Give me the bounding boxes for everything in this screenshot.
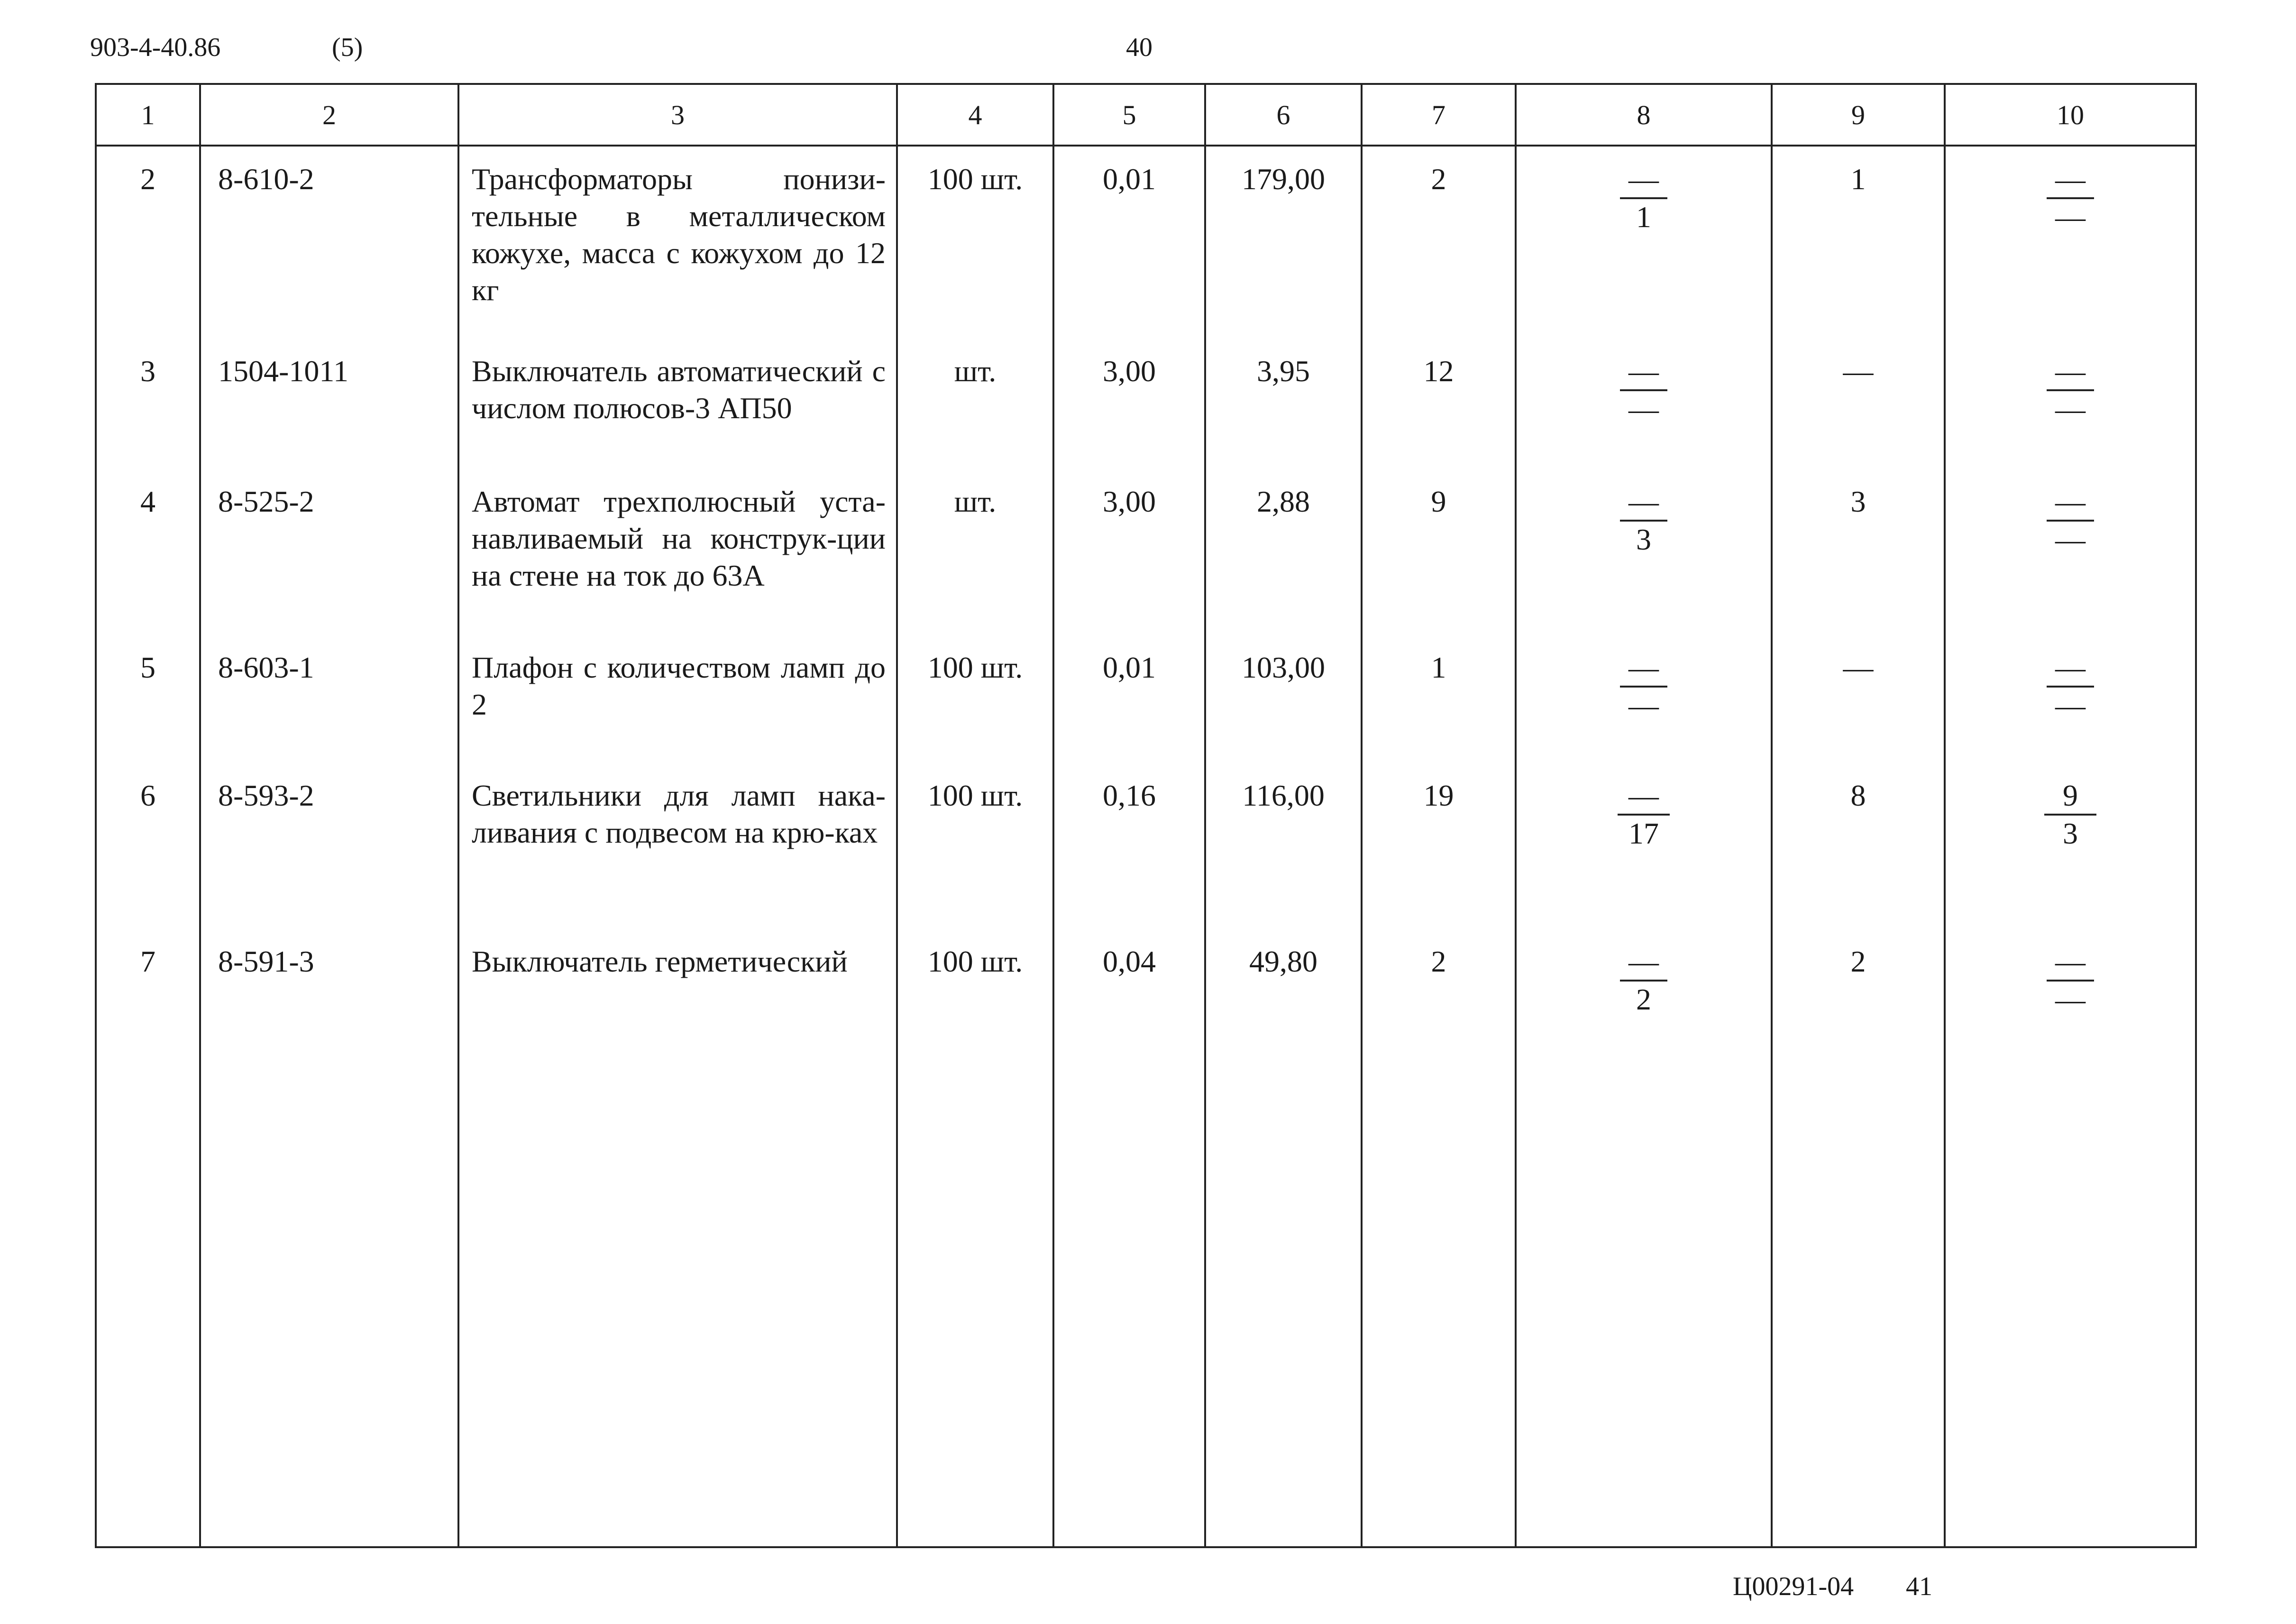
column-10-fraction (1945, 635, 2196, 763)
rate-code: 1504-1011 (200, 339, 458, 469)
table-row (96, 929, 2196, 1547)
quantity: 0,16 (1053, 763, 1205, 929)
quantity: 0,01 (1053, 146, 1205, 339)
column-10-fraction (1945, 339, 2196, 469)
column-7-value: 19 (1362, 763, 1516, 929)
column-9-value: 3 (1772, 469, 1945, 635)
column-number-row (96, 84, 2196, 146)
item-name: Плафон с количеством ламп до 2 (458, 635, 897, 763)
footer-code: Ц00291-04 (1733, 1572, 1854, 1601)
row-number: 2 (96, 146, 200, 339)
unit: шт. (897, 469, 1053, 635)
specification-table (95, 83, 2197, 1548)
row-number: 6 (96, 763, 200, 929)
table-row (96, 635, 2196, 763)
column-9-value: 1 (1772, 146, 1945, 339)
column-8-fraction (1516, 763, 1772, 929)
document-code: 903-4-40.86 (90, 33, 221, 62)
fraction-denominator: 1 (1636, 200, 1651, 234)
fraction-denominator: 17 (1628, 817, 1659, 850)
row-number: 7 (96, 929, 200, 1547)
unit: 100 шт. (897, 635, 1053, 763)
column-7-value: 1 (1362, 635, 1516, 763)
fraction-bar (1618, 814, 1670, 816)
item-name: Автомат трехполюсный уста-навливаемый на конструк-ции на стене на ток до 63А (458, 469, 897, 635)
unit-price: 116,00 (1205, 763, 1362, 929)
rate-code: 8-591-3 (200, 929, 458, 1547)
item-name: Светильники для ламп нака-ливания с подвесом на крю-ках (458, 763, 897, 929)
fraction-bar (2047, 980, 2094, 982)
fraction-denominator: 3 (2063, 817, 2078, 850)
fraction-denominator: 2 (1636, 982, 1651, 1016)
row-number: 4 (96, 469, 200, 635)
column-7-value: 9 (1362, 469, 1516, 635)
column-8-fraction (1516, 635, 1772, 763)
fraction-numerator: — (1628, 354, 1659, 388)
fraction-numerator: — (2055, 162, 2086, 196)
column-10-fraction (1945, 146, 2196, 339)
unit-price: 179,00 (1205, 146, 1362, 339)
fraction-bar (2047, 520, 2094, 522)
item-name: Трансформаторы понизи-тельные в металлическом кожухе, масса с кожухом до 12 кг (458, 146, 897, 339)
quantity: 0,01 (1053, 635, 1205, 763)
table-row (96, 146, 2196, 339)
column-header: 9 (1772, 84, 1945, 146)
fraction-numerator: — (1628, 485, 1659, 518)
column-8-fraction (1516, 339, 1772, 469)
fraction-bar (2047, 389, 2094, 391)
unit: 100 шт. (897, 146, 1053, 339)
fraction-numerator: — (2055, 945, 2086, 978)
fraction-denominator: — (2055, 982, 2086, 1016)
column-8-fraction (1516, 469, 1772, 635)
fraction-numerator: — (1628, 162, 1659, 196)
fraction-numerator: 9 (2063, 779, 2078, 812)
item-name: Выключатель герметический (458, 929, 897, 1547)
column-10-fraction (1945, 469, 2196, 635)
fraction-denominator: — (2055, 688, 2086, 722)
rate-code: 8-593-2 (200, 763, 458, 929)
fraction-bar (1620, 197, 1667, 199)
fraction-numerator: — (1628, 779, 1659, 812)
fraction-bar (1620, 520, 1667, 522)
column-header: 3 (458, 84, 897, 146)
column-7-value: 12 (1362, 339, 1516, 469)
column-header: 7 (1362, 84, 1516, 146)
quantity: 3,00 (1053, 469, 1205, 635)
unit-price: 2,88 (1205, 469, 1362, 635)
unit-price: 49,80 (1205, 929, 1362, 1547)
fraction-numerator: — (2055, 354, 2086, 388)
fraction-denominator: — (1628, 392, 1659, 426)
quantity: 3,00 (1053, 339, 1205, 469)
column-8-fraction (1516, 929, 1772, 1547)
unit-price: 3,95 (1205, 339, 1362, 469)
footer-page-number: 41 (1906, 1572, 1932, 1601)
column-header: 1 (96, 84, 200, 146)
fraction-bar (1620, 980, 1667, 982)
column-header: 5 (1053, 84, 1205, 146)
column-10-fraction (1945, 929, 2196, 1547)
unit: 100 шт. (897, 929, 1053, 1547)
unit: 100 шт. (897, 763, 1053, 929)
fraction-denominator: — (2055, 200, 2086, 234)
column-header: 8 (1516, 84, 1772, 146)
fraction-bar (2047, 686, 2094, 688)
fraction-numerator: — (2055, 485, 2086, 518)
column-9-value: 2 (1772, 929, 1945, 1547)
item-name: Выключатель автоматический с числом полюсов-3 АП50 (458, 339, 897, 469)
rate-code: 8-610-2 (200, 146, 458, 339)
column-7-value: 2 (1362, 929, 1516, 1547)
fraction-denominator: 3 (1636, 523, 1651, 556)
fraction-numerator: — (1628, 945, 1659, 978)
column-7-value: 2 (1362, 146, 1516, 339)
row-number: 5 (96, 635, 200, 763)
sheet-number: (5) (332, 33, 363, 62)
table-row (96, 763, 2196, 929)
table-row (96, 339, 2196, 469)
quantity: 0,04 (1053, 929, 1205, 1547)
column-header: 4 (897, 84, 1053, 146)
column-9-value: — (1772, 635, 1945, 763)
column-header: 6 (1205, 84, 1362, 146)
column-10-fraction (1945, 763, 2196, 929)
column-header: 10 (1945, 84, 2196, 146)
rate-code: 8-603-1 (200, 635, 458, 763)
rate-code: 8-525-2 (200, 469, 458, 635)
column-9-value: 8 (1772, 763, 1945, 929)
fraction-numerator: — (1628, 651, 1659, 684)
page-number: 40 (1126, 33, 1153, 62)
row-number: 3 (96, 339, 200, 469)
table-row (96, 469, 2196, 635)
fraction-denominator: — (1628, 688, 1659, 722)
fraction-bar (2047, 197, 2094, 199)
fraction-bar (1620, 389, 1667, 391)
unit: шт. (897, 339, 1053, 469)
column-8-fraction (1516, 146, 1772, 339)
fraction-bar (2044, 814, 2096, 816)
fraction-denominator: — (2055, 523, 2086, 556)
column-header: 2 (200, 84, 458, 146)
column-9-value: — (1772, 339, 1945, 469)
unit-price: 103,00 (1205, 635, 1362, 763)
fraction-bar (1620, 686, 1667, 688)
fraction-numerator: — (2055, 651, 2086, 684)
fraction-denominator: — (2055, 392, 2086, 426)
